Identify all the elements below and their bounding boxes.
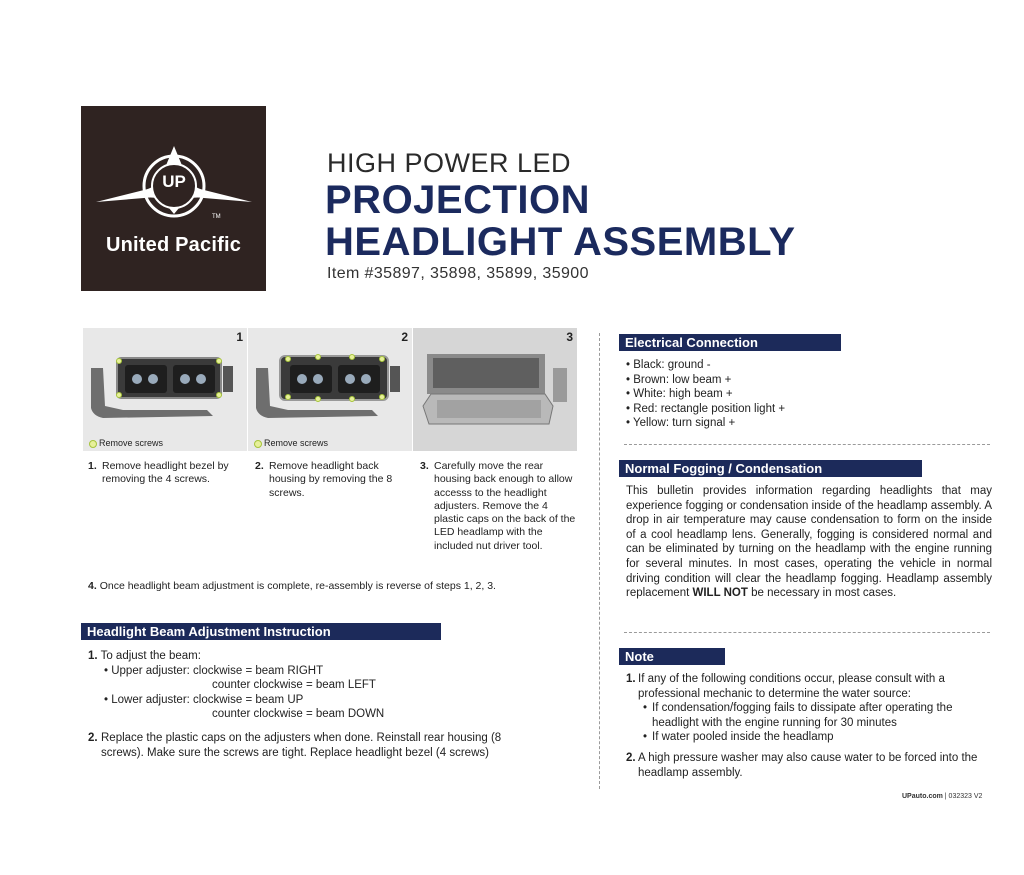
section-divider: [624, 444, 990, 445]
photo-step-1: [83, 328, 247, 451]
logo-letters: UP: [162, 172, 186, 191]
step-3: 3. Carefully move the rear housing back enough to allow accesss to the headlight adjusters. Remove the 4 plastic caps on the back of the LED headlamp with the included nut driver tool.: [420, 460, 576, 552]
list-item: • Red: rectangle position light +: [626, 402, 986, 417]
svg-text:TM: TM: [212, 214, 221, 220]
photo-number: 1: [236, 330, 243, 344]
step-4: 4. Once headlight beam adjustment is complete, re-assembly is reverse of steps 1, 2, 3.: [88, 580, 496, 592]
item-numbers: Item #35897, 35898, 35899, 35900: [327, 265, 589, 282]
step-2: 2. Remove headlight back housing by removing the 8 screws.: [255, 460, 393, 499]
fogging-text: This bulletin provides information regarding headlights that may experience fogging or condensation inside of the headlamp assembly. A drop in air temperature may cause condensation to form on the inside of a cool headlamp lens. Generally, fogging is considered normal and can be eliminated by turning on the headlamp with the engine running for several minutes. In most cases, operating the vehicle in normal driving condition will clear the headlamp fogging. Headlamp assembly replacement WILL NOT be necessary in most cases.: [626, 485, 992, 600]
title-line-1: HIGH POWER LED: [327, 148, 572, 178]
brand-logo: [81, 106, 266, 291]
fogging-section-title: Normal Fogging / Condensation: [619, 460, 922, 477]
footer: UPauto.com | 032323 V2: [902, 793, 983, 800]
headlight-housing-image: [248, 328, 412, 451]
beam-instructions: 1. To adjust the beam: • Upper adjuster: clockwise = beam RIGHT counter clockwise = beam LEFT • Lower adjuster: clockwise = beam UP counter clockwise = beam DOWN 2. Replace the plastic caps on the adjusters when done. Reinstall rear housing (8 screws). Make sure the screws are tight. Replace headlight bezel (4 screws): [88, 650, 502, 759]
section-divider: [624, 632, 990, 633]
step-1: 1. Remove headlight bezel by removing the 4 screws.: [88, 460, 229, 486]
brand-name: United Pacific: [105, 234, 242, 256]
title-line-3: HEADLIGHT ASSEMBLY: [325, 220, 796, 264]
list-item: • White: high beam +: [626, 387, 986, 402]
note-section-title: Note: [619, 648, 725, 665]
wire-color-list: [626, 358, 986, 431]
photo-caption: Remove screws: [254, 438, 328, 448]
beam-section-title: Headlight Beam Adjustment Instruction: [81, 623, 441, 640]
electrical-section-title: Electrical Connection: [619, 334, 841, 351]
headlight-bezel-image: [83, 328, 247, 451]
title-line-2: PROJECTION: [325, 178, 591, 222]
column-divider: [599, 333, 600, 789]
headlight-rear-image: [413, 328, 577, 451]
list-item: • Black: ground -: [626, 358, 986, 373]
photo-step-2: [248, 328, 412, 451]
photo-number: 2: [401, 330, 408, 344]
photo-step-3: [413, 328, 577, 451]
up-wing-icon: [94, 140, 254, 230]
screw-dot-icon: [89, 440, 97, 448]
screw-dot-icon: [254, 440, 262, 448]
photo-number: 3: [566, 330, 573, 344]
list-item: • Yellow: turn signal +: [626, 416, 986, 431]
photo-caption: Remove screws: [89, 438, 163, 448]
note-text: 1. If any of the following conditions occur, please consult with a professional mechanic to determine the water source: • If condensation/fogging fails to dissipate after operating the headlight with the engine running for 30 minutes • If water pooled inside the headlamp 2. A high pressure washer may also cause water to be forced into the headlamp assembly.: [626, 673, 978, 779]
list-item: • Brown: low beam +: [626, 373, 986, 388]
